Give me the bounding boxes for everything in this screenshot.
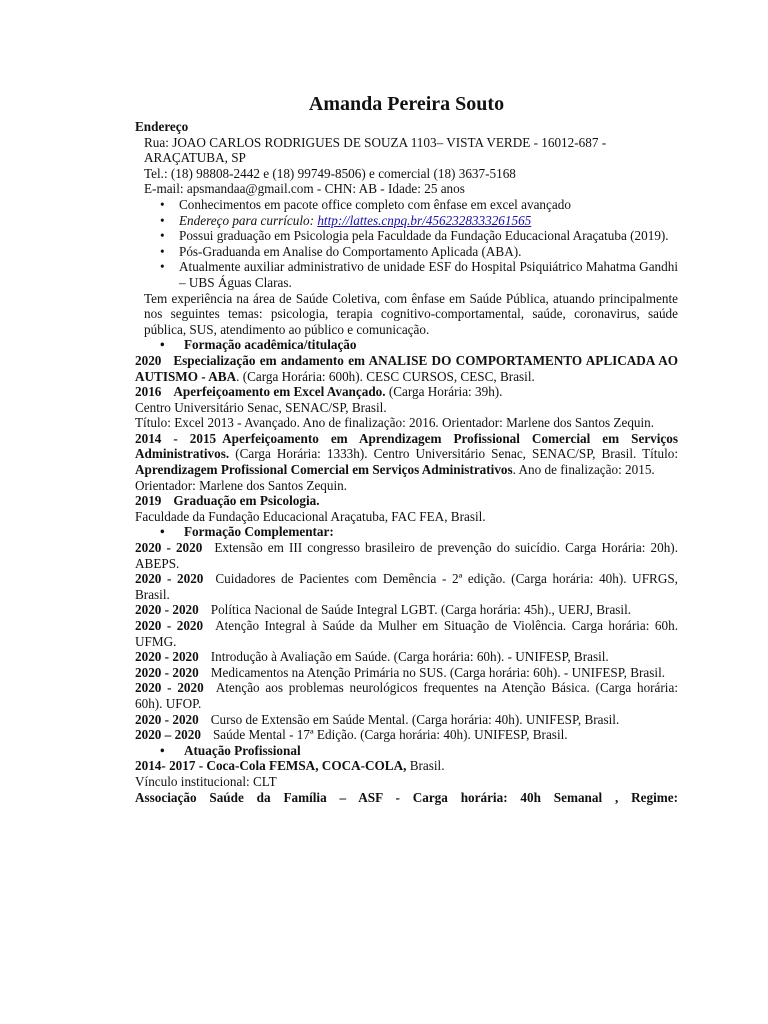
bullet-postgrad: • Pós-Graduanda em Analise do Comportamento Aplicada (ABA). <box>160 244 678 260</box>
address-heading: Endereço <box>135 119 189 134</box>
complementar-item <box>135 602 678 618</box>
item-text: Atenção aos problemas neurológicos frequentes na Atenção Básica. (Carga horária: 60h). UFOP. <box>135 680 678 711</box>
item-text: Atenção Integral à Saúde da Mulher em Situação de Violência. Carga horária: 60h. UFMG. <box>135 618 678 649</box>
item-text: Curso de Extensão em Saúde Mental. (Carga horária: 40h). UNIFESP, Brasil. <box>210 711 620 727</box>
bullet-current-job: • Atualmente auxiliar administrativo de unidade ESF do Hospital Psiquiátrico Mahatma Gandhi – UBS Águas Claras. <box>160 259 678 290</box>
address-line: Rua: JOAO CARLOS RODRIGUES DE SOUZA 1103– VISTA VERDE - 16012-687 - ARAÇATUBA, SP <box>144 134 607 166</box>
complementar-item <box>135 727 678 743</box>
item-text: Extensão em III congresso brasileiro de prevenção do suicídio. Carga Horária: 20h). ABEPS. <box>135 540 678 571</box>
item-year: 2020 - 2020 <box>135 680 204 696</box>
entry-year: 2016 <box>135 384 162 400</box>
atuacao-entry-2: Associação Saúde da Família – ASF - Carga horária: 40h Semanal , Regime: <box>135 789 678 805</box>
complementar-item <box>135 540 678 571</box>
lattes-label: Endereço para currículo: <box>179 212 318 228</box>
formacao-entry-2-institution: Centro Universitário Senac, SENAC/SP, Brasil. <box>135 399 387 415</box>
complementar-item <box>135 649 678 665</box>
entry-year: 2020 <box>135 352 162 368</box>
item-text: Política Nacional de Saúde Integral LGBT. (Carga horária: 45h)., UERJ, Brasil. <box>210 602 632 618</box>
job-details: Brasil. <box>406 758 445 774</box>
experience-paragraph: Tem experiência na área de Saúde Coletiva, com ênfase em Saúde Pública, atuando principalmente nos seguintes temas: psicologia, terapia cognitivo-comportamental, saúde, coronavirus, saúde pública, SUS, atendimento ao público e comunicação. <box>144 290 678 337</box>
atuacao-entry-1-contract: Vínculo institucional: CLT <box>135 773 277 789</box>
entry-title: Graduação em Psicologia. <box>173 493 320 509</box>
phone-line: Tel.: (18) 98808-2442 e (18) 99749-8506) e comercial (18) 3637-5168 <box>144 165 516 181</box>
entry-title-2: Aprendizagem Profissional Comercial em Serviços Administrativos <box>135 462 513 478</box>
item-year: 2020 - 2020 <box>135 711 199 727</box>
resume-content <box>135 92 678 805</box>
section-complementar: • Formação Complementar: <box>135 524 678 540</box>
formacao-entry-4-institution: Faculdade da Fundação Educacional Araçatuba, FAC FEA, Brasil. <box>135 508 486 524</box>
complementar-item <box>135 665 678 681</box>
item-year: 2020 - 2020 <box>135 618 204 633</box>
item-year: 2020 – 2020 <box>135 727 201 743</box>
item-text: Saúde Mental - 17ª Edição. (Carga horária: 40h). UNIFESP, Brasil. <box>212 727 568 743</box>
entry-title: Aperfeiçoamento em Excel Avançado. <box>173 384 386 400</box>
entry-details: . (Carga Horária: 600h). CESC CURSOS, CESC, Brasil. <box>236 368 535 384</box>
lattes-link[interactable]: http://lattes.cnpq.br/4562328333261565 <box>317 212 532 228</box>
entry-year: 2019 <box>135 493 162 509</box>
formacao-entry-3 <box>135 431 678 478</box>
item-year: 2020 - 2020 <box>135 540 203 556</box>
formacao-entry-2 <box>135 384 678 400</box>
complementar-item <box>135 712 678 728</box>
item-text: Introdução à Avaliação em Saúde. (Carga horária: 60h). - UNIFESP, Brasil. <box>210 649 609 665</box>
formacao-entry-1 <box>135 353 678 384</box>
item-text: Cuidadores de Pacientes com Demência - 2ª edição. (Carga horária: 40h). UFRGS, Brasil. <box>135 571 678 602</box>
entry-year: 2014 - 2015 <box>135 430 217 446</box>
complementar-item <box>135 571 678 602</box>
item-year: 2020 - 2020 <box>135 649 199 665</box>
email-line: E-mail: apsmandaa@gmail.com - CHN: AB - Idade: 25 anos <box>144 181 465 197</box>
section-formacao: • Formação acadêmica/titulação <box>135 337 678 353</box>
complementar-item <box>135 618 678 649</box>
complementar-list <box>135 540 678 743</box>
atuacao-entry-1 <box>135 758 678 774</box>
entry-title: Aperfeiçoamento em Aprendizagem Profissional Comercial em Serviços Administrativos. <box>135 430 678 462</box>
formacao-entry-3-advisor: Orientador: Marlene dos Santos Zequin. <box>135 477 348 493</box>
resume-name: Amanda Pereira Souto <box>308 93 505 115</box>
entry-details: (Carga Horária: 1333h). Centro Universitário Senac, SENAC/SP, Brasil. Título: <box>229 446 678 462</box>
item-year: 2020 - 2020 <box>135 571 204 587</box>
entry-details-2: . Ano de finalização: 2015. <box>512 462 655 478</box>
entry-details: (Carga Horária: 39h). <box>385 384 503 400</box>
bullet-graduation: • Possui graduação em Psicologia pela Faculdade da Fundação Educacional Araçatuba (2019). <box>160 228 678 244</box>
bullet-lattes <box>160 213 678 229</box>
formacao-entry-2-title: Título: Excel 2013 - Avançado. Ano de finalização: 2016. Orientador: Marlene dos Santos Zequin. <box>135 415 655 431</box>
summary-bullets <box>135 197 678 291</box>
job-title: 2014- 2017 - Coca-Cola FEMSA, COCA-COLA, <box>135 758 407 774</box>
item-year: 2020 - 2020 <box>135 602 199 618</box>
item-text: Medicamentos na Atenção Primária no SUS. (Carga horária: 60h). - UNIFESP, Brasil. <box>210 664 666 680</box>
bullet-office: • Conhecimentos em pacote office completo com ênfase em excel avançado <box>160 197 678 213</box>
item-year: 2020 - 2020 <box>135 664 199 680</box>
formacao-entry-4 <box>135 493 678 509</box>
complementar-item <box>135 680 678 711</box>
entry-title: Especialização em andamento em ANALISE DO COMPORTAMENTO APLICADA AO AUTISMO - ABA <box>135 352 678 384</box>
section-atuacao: • Atuação Profissional <box>135 743 678 759</box>
